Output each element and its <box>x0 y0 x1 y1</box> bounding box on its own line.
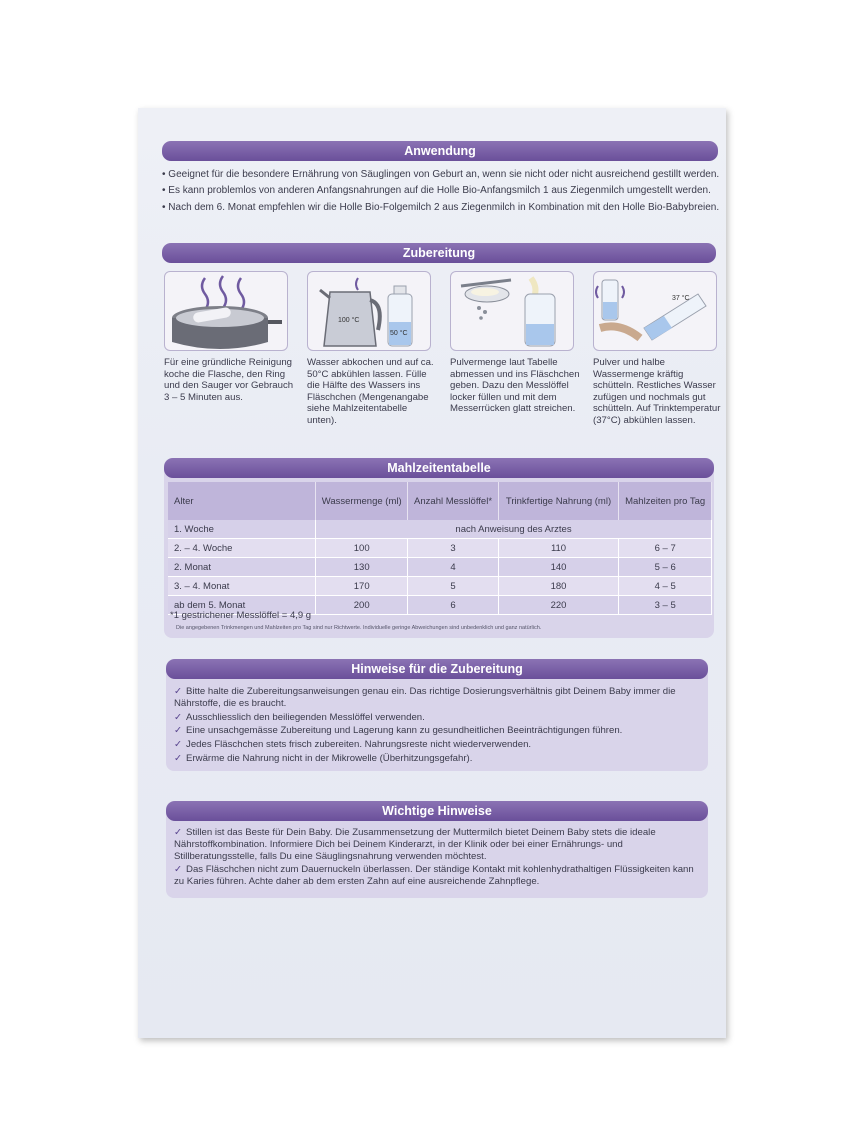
col-header: Wassermenge (ml) <box>316 482 408 520</box>
table-footnote: *1 gestrichener Messlöffel = 4,9 g <box>170 610 312 621</box>
shake-bottle-icon <box>593 271 717 351</box>
zubereitung-header: Zubereitung <box>162 243 716 263</box>
svg-text:50 °C: 50 °C <box>390 330 408 337</box>
wichtig-item: ✓ Das Fläschchen nicht zum Dauernuckeln überlassen. Der ständige Kontakt mit kohlenhydrathaltigen Flüssigkeiten kann zu Karies führen. Achte daher ab dem ersten Zahn auf eine ausreichende Zahnpflege. <box>174 864 694 887</box>
table-row: ab dem 5. Monat 200 6 220 3 – 5 <box>168 596 712 615</box>
table-row: 3. – 4. Monat 170 5 180 4 – 5 <box>168 577 712 596</box>
step-3-text: Pulvermenge laut Tabelle abmessen und ins Fläschchen geben. Dazu den Messlöffel locker füllen und mit dem Messerrücken glatt streichen. <box>450 357 580 414</box>
scoop-powder-icon <box>450 271 574 351</box>
svg-text:37 °C: 37 °C <box>672 295 690 302</box>
hinweis-item: ✓ Ausschliesslich den beiliegenden Messlöffel verwenden. <box>174 712 425 723</box>
hinweis-item: ✓ Jedes Fläschchen stets frisch zubereiten. Nahrungsreste nicht wiederverwenden. <box>174 739 532 750</box>
table-smallprint: Die angegebenen Trinkmengen und Mahlzeiten pro Tag sind nur Richtwerte. Individuelle geringe Abweichungen sind unbedenklich und ganz natürlich. <box>176 625 542 631</box>
wichtig-header: Wichtige Hinweise <box>166 801 708 821</box>
col-header: Alter <box>168 482 316 520</box>
hinweise-header: Hinweise für die Zubereitung <box>166 659 708 679</box>
meal-table <box>168 482 712 615</box>
anwendung-bullet: • Nach dem 6. Monat empfehlen wir die Holle Bio-Folgemilch 2 aus Ziegenmilch in Kombination mit den Holle Bio-Babybreien. <box>162 202 720 213</box>
pot-boiling-icon <box>164 271 288 351</box>
col-header: Anzahl Messlöffel* <box>408 482 498 520</box>
step-2-text: Wasser abkochen und auf ca. 50°C abkühlen lassen. Fülle die Hälfte des Wassers ins Fläschchen (Mengenangabe siehe Mahlzeitentabelle unten). <box>307 357 434 426</box>
table-row: 1. Woche nach Anweisung des Arztes <box>168 520 712 539</box>
anwendung-bullet: • Geeignet für die besondere Ernährung von Säuglingen von Geburt an, wenn sie nicht oder nicht ausreichend gestillt werden. <box>162 169 720 180</box>
anwendung-header: Anwendung <box>162 141 718 161</box>
hinweis-item: ✓ Erwärme die Nahrung nicht in der Mikrowelle (Überhitzungsgefahr). <box>174 753 473 764</box>
kettle-bottle-icon <box>307 271 431 351</box>
col-header: Mahlzeiten pro Tag <box>619 482 712 520</box>
col-header: Trinkfertige Nahrung (ml) <box>498 482 619 520</box>
package-back <box>138 108 726 1038</box>
step-4-text: Pulver und halbe Wassermenge kräftig schütteln. Restliches Wasser zufügen und nochmals gut schütteln. Auf Trinktemperatur (37°C) abkühlen lassen. <box>593 357 721 426</box>
anwendung-bullet: • Es kann problemlos von anderen Anfangsnahrungen auf die Holle Bio-Anfangsmilch 1 aus Ziegenmilch umgestellt werden. <box>162 185 711 196</box>
table-row: 2. Monat 130 4 140 5 – 6 <box>168 558 712 577</box>
tabelle-header: Mahlzeitentabelle <box>164 458 714 478</box>
hinweis-item: ✓ Eine unsachgemässe Zubereitung und Lagerung kann zu gesundheitlichen Beeinträchtigungen führen. <box>174 725 623 736</box>
step-1-text: Für eine gründliche Reinigung koche die Flasche, den Ring und den Sauger vor Gebrauch 3 – 5 Minuten aus. <box>164 357 294 403</box>
table-row: 2. – 4. Woche 100 3 110 6 – 7 <box>168 539 712 558</box>
wichtig-item: ✓ Stillen ist das Beste für Dein Baby. Die Zusammensetzung der Muttermilch bietet Deinem Baby stets die ideale Nährstoffkombination. Informiere Dich bei Deinem Kinderarzt, in der Klinik oder bei einer Ernährungs- und Stillberatungsstelle, falls Du eine Säuglingsnahrung verwenden möchtest. <box>174 827 656 862</box>
hinweis-item: ✓ Bitte halte die Zubereitungsanweisungen genau ein. Das richtige Dosierungsverhältnis gibt Deinem Baby immer die Nährstoffe, die es braucht. <box>174 686 676 709</box>
svg-text:100 °C: 100 °C <box>338 317 360 324</box>
